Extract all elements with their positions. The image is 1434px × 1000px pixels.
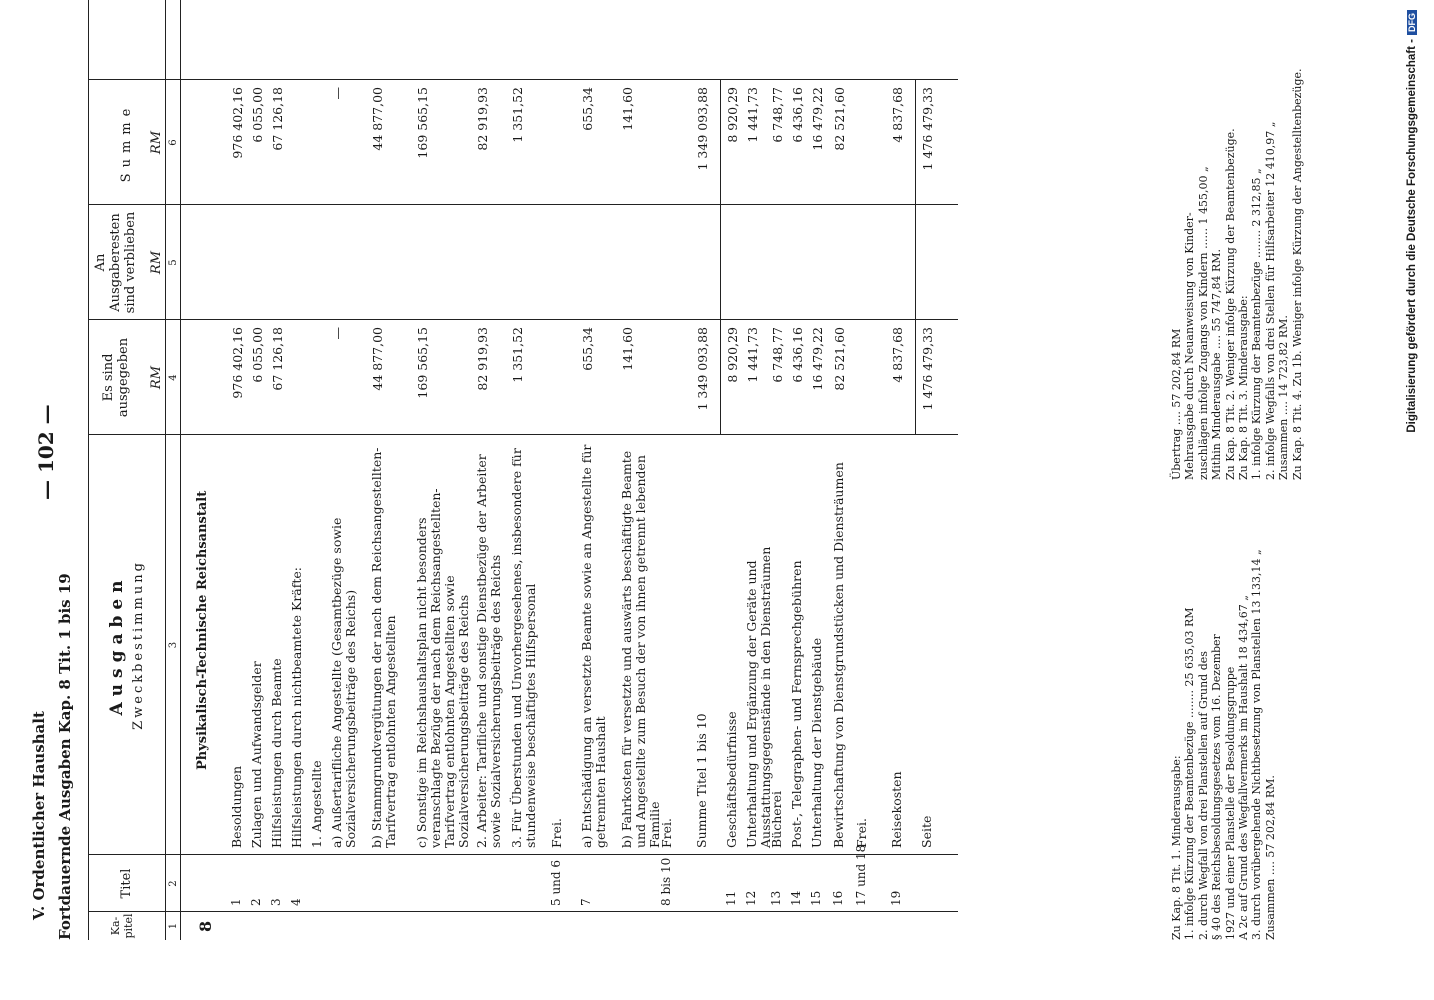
footnote-right-line: Mithin Minderausgabe .... 55 747,84 RM. [1210,249,1224,480]
table-top-rule [88,0,89,940]
footnotes-left [1170,549,1277,940]
row-description: a) Außertarifliche Angestellte (Gesamtbezüge sowie Sozialversicherungsbeiträge des Reichs) [329,517,358,848]
row-summe: 141,60 [620,87,635,131]
row-description: c) Sonstige im Reichshaushaltsplan nicht besonders veranschlagte Bezüge der nach dem Reichsangestellten-Tarifvertrag entlohnten Angestellten sowie Sozialversicherungsbeiträge des Reichs [414,488,471,848]
row-description: a) Entschädigung an versetzte Beamte sowie an Angestellte für getrennten Haushalt [579,444,608,848]
row-titel: 2 [249,898,263,906]
row-description: Unterhaltung und Ergänzung der Geräte und Ausstattungsgegenstände in den Diensträumen [744,546,773,848]
footnote-right-line: Mehrausgabe durch Neuanweisung von Kinder- [1183,212,1197,480]
dfg-logo: DFG [1407,10,1417,35]
sum-rule-1 [915,80,916,435]
unit-4: RM [149,365,164,390]
sum-rule-0 [720,80,721,435]
row-titel: 5 und 6 [549,859,563,906]
row-summe: 1 441,73 [745,87,760,143]
budget-table [80,40,1140,940]
row-titel: 1 [229,898,243,906]
header-titel: Titel [119,868,134,899]
row-ausgegeben: 44 877,00 [370,327,385,391]
dfg-notice [1406,10,1428,990]
row-summe: 16 479,22 [810,87,825,151]
row-summe: 655,34 [580,87,595,131]
row-description: 3. Für Überstunden und Unvorhergesehenes, insbesondere für stundenweise beschäftigtes Hilfspersonal [509,448,538,848]
footnote-right-line: Zusammen .... 14 723,82 RM. [1277,315,1291,480]
footnote-right-line: Zu Kap. 8 Tit. 2. Weniger infolge Kürzung der Beamtenbezüge. [1223,128,1237,480]
row-ausgegeben: 1 349 093,88 [695,327,710,411]
footnote-right-line: 2. infolge Wegfalls von drei Stellen für Hilfsarbeiter 12 410,97 „ [1263,121,1277,480]
footnote-left-line: 3. durch vorübergehende Nichtbesetzung von Planstellen 13 133,14 „ [1250,549,1264,940]
row-ausgegeben: 141,60 [620,327,635,371]
row-titel: 8 bis 10 [659,857,673,906]
col-rule-2 [88,854,958,855]
row-description: b) Fahrkosten für versetzte und auswärts beschäftigte Beamte und Angestellte zum Besuch der von ihnen getrennt lebenden Familie [619,450,662,848]
subtitle-heading: Fortdauernde Ausgaben Kap. 8 Tit. 1 bis 19 [56,573,74,940]
row-description: 1. Angestellte [309,760,324,848]
section-title: Physikalisch-Technische Reichsanstalt [195,490,210,770]
row-summe: 1 349 093,88 [695,87,710,171]
unit-5: RM [149,250,164,275]
row-titel: 7 [579,898,593,906]
row-description: Geschäftsbedürfnisse [724,711,739,848]
row-summe: 1 351,52 [510,87,525,143]
footnote-left-line: 1927 und einer Planstelle der Besoldungsgruppe [1223,666,1237,940]
row-summe: — [330,87,345,100]
footnotes-right [1170,68,1304,480]
row-titel: 12 [744,890,758,906]
header-ausgaben: Ausgaben [107,574,127,716]
colnum-2: 2 [168,880,179,887]
row-summe: 82 919,93 [475,87,490,151]
kapitel-number: 8 [196,920,215,932]
row-titel: 11 [724,890,738,906]
row-summe: 6 055,00 [250,87,265,143]
footnote-right-line: 1. infolge Kürzung der Beamtenbezüge ........ 2 312,85 „ [1250,168,1264,480]
footnote-right-line: Übertrag .... 57 202,84 RM [1170,328,1183,480]
row-titel: 13 [769,890,783,906]
row-description: Unterhaltung der Dienstgebäude [809,637,824,848]
section-heading: V. Ordentlicher Haushalt [30,711,48,920]
table-header-rule [165,0,166,940]
dfg-sidebar [1406,10,1428,990]
row-titel: 3 [269,898,283,906]
row-ausgegeben: 8 920,29 [725,327,740,383]
row-description: Bewirtschaftung von Dienstgrundstücken und Diensträumen [831,462,846,848]
row-summe: 169 565,15 [415,87,430,159]
row-description: Bücherei [769,790,784,848]
page-number: — 102 — [34,404,58,500]
header-zweck: Zweckbestimmung [131,560,146,730]
row-ausgegeben: — [330,327,345,340]
row-ausgegeben: 1 441,73 [745,327,760,383]
row-ausgegeben: 6 055,00 [250,327,265,383]
row-titel: 16 [831,890,845,906]
row-summe: 1 476 479,33 [920,87,935,171]
header-ausgabereste: An Ausgaberesten sind verblieben [93,211,138,314]
colnum-6: 6 [168,139,179,146]
row-titel: 14 [789,890,803,906]
row-description: Seite [919,815,934,848]
footnote-right-line: Zu Kap. 8 Tit. 4. Zu 1b. Weniger infolge Kürzung der Angestelltenbezüge. [1290,68,1304,480]
row-titel: 15 [809,890,823,906]
row-summe: 6 436,16 [790,87,805,143]
row-ausgegeben: 67 126,18 [270,327,285,391]
row-titel: 19 [889,890,903,906]
row-titel: 4 [289,898,303,906]
footnote-left-line: 2. durch Wegfall von drei Planstellen auf Grund des [1196,651,1210,940]
footnote-left-line: Zusammen .... 57 202,84 RM. [1263,775,1277,940]
row-ausgegeben: 4 837,68 [890,327,905,383]
row-description: Summe Titel 1 bis 10 [694,713,709,848]
footnote-left-line: § 40 des Reichsbesoldungsgesetzes vom 16. Dezember [1210,634,1224,940]
row-description: Hilfsleistungen durch Beamte [269,658,284,848]
row-ausgegeben: 6 748,77 [770,327,785,383]
row-description: Frei. [659,817,674,848]
row-description: Frei. [854,817,869,848]
row-description: Besoldungen [229,765,244,848]
row-ausgegeben: 1 351,52 [510,327,525,383]
row-ausgegeben: 16 479,22 [810,327,825,391]
row-description: Zulagen und Aufwandsgelder [249,661,264,848]
row-ausgegeben: 82 919,93 [475,327,490,391]
row-summe: 6 748,77 [770,87,785,143]
row-description: 2. Arbeiter: Tarifliche und sonstige Dienstbezüge der Arbeiter sowie Sozialversicherungsbeiträge des Reichs [474,454,503,848]
header-kapitel: Ka-pitel [109,913,135,939]
row-description: Post-, Telegraphen- und Fernsprechgebühren [789,560,804,848]
footnote-right-line: zuschlägen infolge Zugangs von Kindern ...... 1 455,00 „ [1196,166,1210,480]
row-ausgegeben: 82 521,60 [832,327,847,391]
row-summe: 8 920,29 [725,87,740,143]
header-ausgegeben: Es sind ausgegeben [101,337,131,418]
row-summe: 976 402,16 [230,87,245,159]
footnote-left-line: Zu Kap. 8 Tit. 1. Minderausgabe: [1170,755,1183,940]
row-titel: 17 und 18 [854,844,868,906]
header-summe: Summe [119,102,134,183]
row-summe: 4 837,68 [890,87,905,143]
footnote-left-line: 1. infolge Kürzung der Beamtenbezüge ........ 25 635,03 RM [1183,607,1197,940]
row-description: b) Stammgrundvergütungen der nach dem Reichsangestellten-Tarifvertrag entlohnten Angestellten [369,447,398,848]
unit-6: RM [149,130,164,155]
colnum-1: 1 [168,922,179,930]
row-summe: 44 877,00 [370,87,385,151]
row-ausgegeben: 655,34 [580,327,595,371]
colnum-3: 3 [168,641,179,649]
row-summe: 82 521,60 [832,87,847,151]
row-description: Reisekosten [889,771,904,848]
footnote-left-line: A 2c auf Grund des Wegfallvermerks im Haushalt 18 434,67 „ [1237,595,1251,940]
row-ausgegeben: 976 402,16 [230,327,245,399]
row-description: Hilfsleistungen durch nichtbeamtete Kräfte: [289,566,304,848]
row-ausgegeben: 169 565,15 [415,327,430,399]
footnote-right-line: Zu Kap. 8 Tit. 3. Minderausgabe: [1237,295,1251,480]
row-ausgegeben: 1 476 479,33 [920,327,935,411]
table-colnum-rule [180,0,181,940]
row-ausgegeben: 6 436,16 [790,327,805,383]
row-summe: 67 126,18 [270,87,285,151]
col-rule-1 [88,911,958,912]
col-rule-6 [88,79,958,80]
row-description: Frei. [549,817,564,848]
colnum-4: 4 [168,374,179,381]
col-rule-4 [88,319,958,320]
dfg-notice-text: Digitalisierung gefördert durch die Deutsche Forschungsgemeinschaft - [1406,39,1418,433]
colnum-5: 5 [168,259,179,266]
